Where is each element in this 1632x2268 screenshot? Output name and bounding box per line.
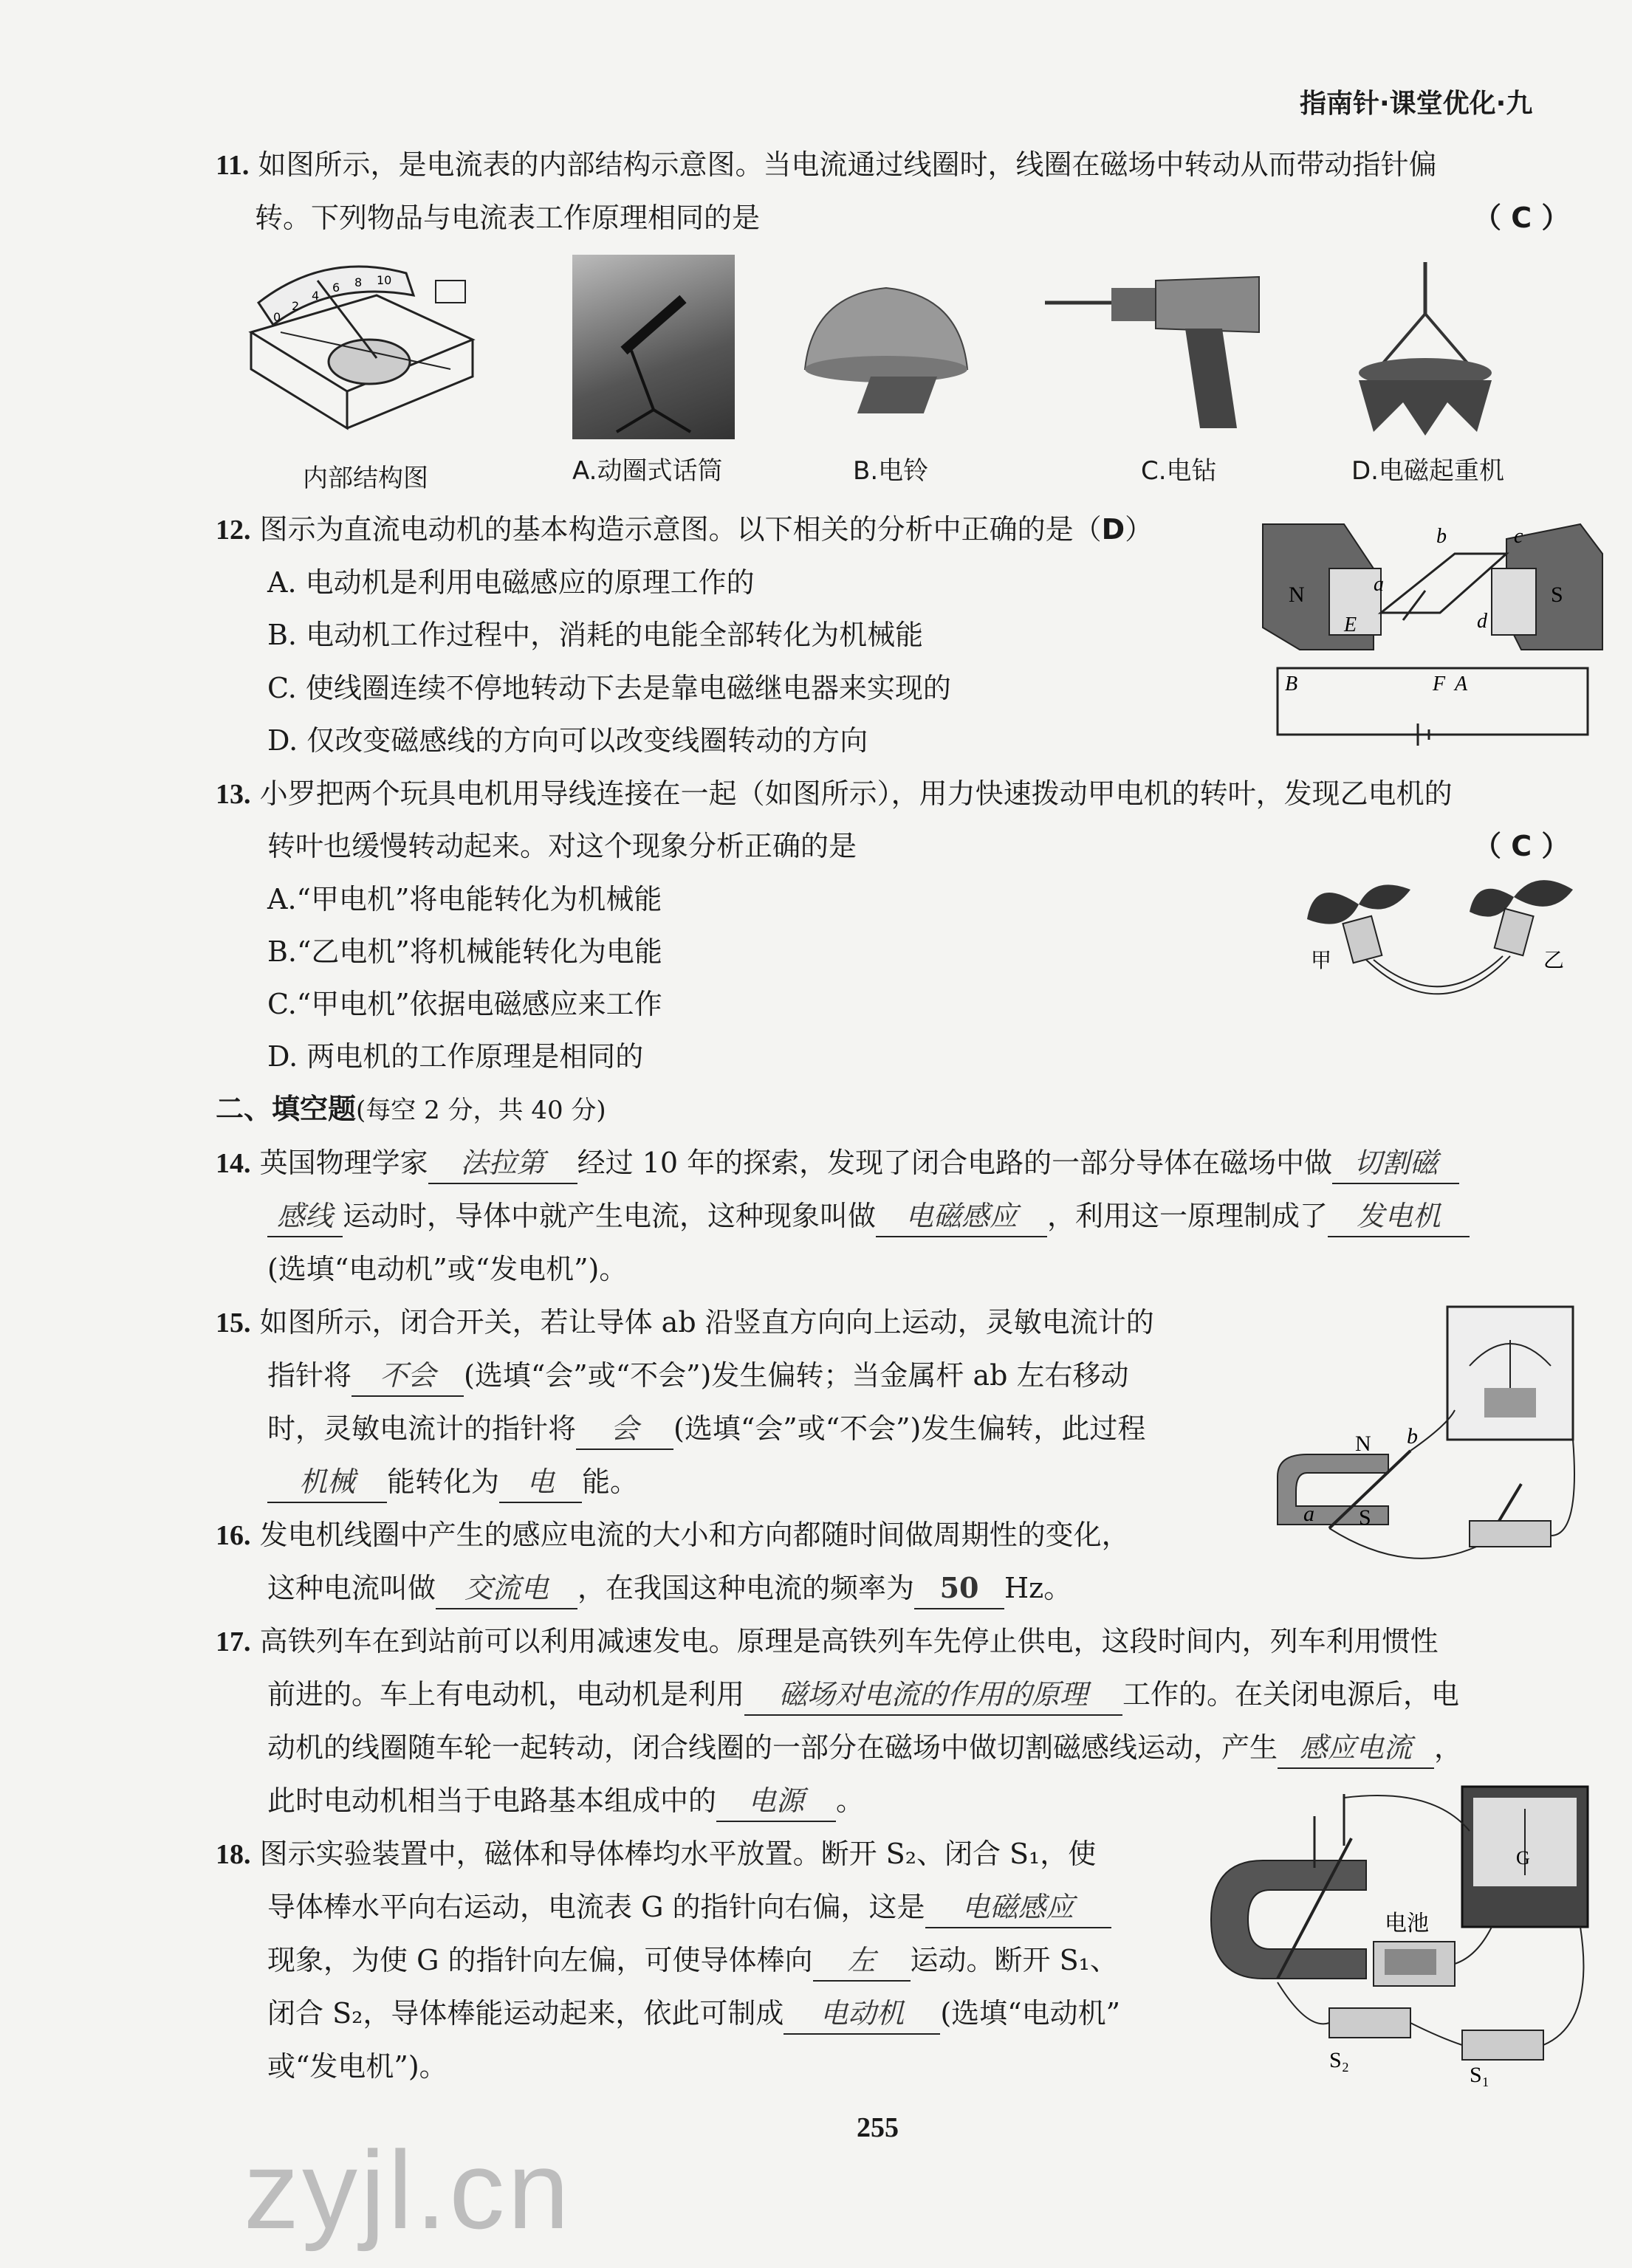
q15-line2	[267, 1355, 1129, 1397]
q18-text-6: (选填“电动机”	[940, 1997, 1121, 2030]
q16-line1	[216, 1515, 1130, 1556]
q14-number: 14.	[216, 1148, 251, 1179]
q15-blank-2[interactable]: 会	[576, 1409, 673, 1450]
q17-line3	[267, 1728, 1462, 1769]
q14-text-5: (选填“电动机”或“发电机”)。	[267, 1253, 628, 1285]
q15-text-3: (选填“会”或“不会”)发生偏转；当金属杆 ab 左右移动	[464, 1359, 1129, 1392]
q13-answer: （ C ）	[1473, 830, 1570, 862]
q16-line2	[267, 1568, 1072, 1609]
electromagnetic-crane-photo	[1344, 255, 1506, 439]
q12-option-a: A. 电动机是利用电磁感应的原理工作的	[267, 566, 755, 599]
experiment-apparatus-figure	[1196, 1772, 1610, 2087]
motor-label-f: F	[1433, 673, 1446, 695]
q13-line1	[216, 774, 1453, 814]
two-motors-figure	[1300, 875, 1580, 1023]
motor-label-s: S	[1551, 583, 1563, 607]
q17-blank-1[interactable]: 磁场对电流的作用的原理	[744, 1674, 1122, 1716]
q17-text-5: ，	[1434, 1731, 1463, 1764]
q16-text-4: Hz。	[1004, 1572, 1072, 1604]
q13-text-2: 转叶也缓慢转动起来。对这个现象分析正确的是	[267, 830, 857, 862]
q17-text-7: 。	[836, 1784, 865, 1817]
q15-line4	[267, 1462, 638, 1503]
q18-blank-3[interactable]: 电动机	[784, 1993, 940, 2035]
q15-blank-1[interactable]: 不会	[352, 1355, 464, 1397]
section-2-heading	[216, 1089, 606, 1130]
q15-text-1: 如图所示，闭合开关，若让导体 ab 沿竖直方向向上运动，灵敏电流计的	[259, 1306, 1154, 1339]
q15-line3	[267, 1409, 1145, 1450]
q11-number: 11.	[216, 150, 250, 181]
motor-label-b-brush: B	[1285, 673, 1298, 695]
q18-text-1: 图示实验装置中，磁体和导体棒均水平放置。断开 S₂、闭合 S₁，使	[259, 1838, 1097, 1870]
q18-text-4: 运动。断开 S₁、	[910, 1944, 1118, 1976]
gauge-tick: 8	[354, 275, 363, 289]
q16-text-1: 发电机线圈中产生的感应电流的大小和方向都随时间做周期性的变化，	[259, 1519, 1130, 1551]
motor-label-d: d	[1477, 610, 1487, 633]
q17-line4	[267, 1781, 864, 1822]
gauge-tick: 4	[312, 289, 320, 303]
q18-text-2: 导体棒水平向右运动，电流表 G 的指针向右偏，这是	[267, 1891, 925, 1923]
microphone-photo	[572, 255, 735, 439]
q12-answer: D	[1101, 513, 1125, 546]
motor-label-a-brush: A	[1455, 673, 1468, 695]
q12-close: ）	[1125, 513, 1153, 546]
q18-line1	[216, 1834, 1096, 1874]
q17-text-2: 前进的。车上有电动机，电动机是利用	[267, 1678, 745, 1711]
q17-text-3: 工作的。在关闭电源后，电	[1122, 1678, 1460, 1711]
q14-blank-4[interactable]: 发电机	[1328, 1196, 1470, 1237]
caption-internal-structure: 内部结构图	[303, 464, 428, 493]
q18-line2	[267, 1887, 1111, 1928]
q16-blank-1[interactable]: 交流电	[436, 1568, 577, 1609]
q15-text-7: 能。	[582, 1465, 639, 1498]
q15-number: 15.	[216, 1307, 251, 1339]
motor-jia-label: 甲	[1311, 948, 1332, 972]
q14-line1	[216, 1143, 1459, 1184]
gauge-tick: 2	[292, 299, 300, 313]
q11-text-2: 转。下列物品与电流表工作原理相同的是	[255, 202, 761, 234]
q15-blank-3[interactable]: 机械	[267, 1462, 387, 1503]
q13-text-1: 小罗把两个玩具电机用导线连接在一起（如图所示），用力快速拨动甲电机的转叶，发现乙电机的	[259, 777, 1453, 810]
q12-stem	[216, 509, 1153, 550]
gauge-tick: 10	[377, 273, 392, 287]
q14-blank-1[interactable]: 法拉第	[428, 1143, 577, 1184]
electric-bell-photo	[798, 273, 975, 421]
q15-line1	[216, 1302, 1154, 1343]
q17-text-4: 动机的线圈随车轮一起转动，闭合线圈的一部分在磁场中做切割磁感线运动，产生	[267, 1731, 1278, 1764]
q17-line1	[216, 1621, 1439, 1662]
motor-label-b: b	[1436, 525, 1447, 548]
q12-option-b: B. 电动机工作过程中，消耗的电能全部转化为机械能	[267, 619, 924, 651]
q15-text-2: 指针将	[267, 1359, 352, 1392]
q18-text-3: 现象，为使 G 的指针向左偏，可使导体棒向	[267, 1944, 813, 1976]
gauge-tick: 6	[332, 281, 340, 295]
q14-blank-3[interactable]: 电磁感应	[876, 1196, 1047, 1237]
motor-label-c: c	[1514, 525, 1523, 548]
q17-number: 17.	[216, 1626, 251, 1657]
q18-line4	[267, 1993, 1120, 2035]
q16-text-2: 这种电流叫做	[267, 1572, 436, 1604]
caption-option-c: C.电钻	[1141, 456, 1217, 486]
q13-option-d: D. 两电机的工作原理是相同的	[267, 1040, 644, 1073]
gauge-tick: 0	[273, 310, 281, 324]
q13-option-c: C.“甲电机”依据电磁感应来工作	[267, 988, 662, 1020]
q18-number: 18.	[216, 1839, 251, 1870]
caption-option-d: D.电磁起重机	[1351, 456, 1504, 486]
section-2-note: (每空 2 分，共 40 分)	[356, 1096, 606, 1125]
q12-option-d: D. 仅改变磁感线的方向可以改变线圈转动的方向	[267, 724, 868, 757]
section-2-title: 二、填空题	[216, 1093, 357, 1125]
watermark: zyjl.cn	[244, 2128, 572, 2252]
q13-option-a: A.“甲电机”将电能转化为机械能	[267, 883, 662, 915]
q17-text-1: 高铁列车在到站前可以利用减速发电。原理是高铁列车先停止供电，这段时间内，列车利用惯性	[259, 1625, 1439, 1657]
running-header: 指南针·课堂优化·九	[1300, 89, 1533, 119]
q16-number: 16.	[216, 1520, 251, 1551]
electric-drill-photo	[1038, 258, 1274, 436]
q18-text-7: 或“发电机”)。	[267, 2050, 448, 2083]
q13-option-b: B.“乙电机”将机械能转化为电能	[267, 935, 662, 968]
q16-text-3: ，在我国这种电流的频率为	[577, 1572, 915, 1604]
q18-line3	[267, 1940, 1118, 1982]
q15-blank-4[interactable]: 电	[499, 1462, 582, 1503]
q14-text-3: 运动时，导体中就产生电流，这种现象叫做	[343, 1200, 877, 1232]
ammeter-structure-figure	[229, 251, 517, 436]
q14-blank-2a[interactable]: 切割磁	[1332, 1143, 1459, 1184]
q15-text-4: 时，灵敏电流计的指针将	[267, 1412, 577, 1445]
galvanometer-circuit-figure	[1263, 1299, 1580, 1550]
q17-line2	[267, 1674, 1459, 1716]
q14-text-2: 经过 10 年的探索，发现了闭合电路的一部分导体在磁场中做	[577, 1147, 1333, 1179]
ammeter-g-label: G	[1516, 1847, 1530, 1869]
caption-option-b: B.电铃	[853, 456, 929, 486]
page-number: 255	[857, 2112, 899, 2143]
switch-s1-label: S₁	[1470, 2063, 1490, 2087]
motor-label-e: E	[1344, 614, 1357, 636]
caption-option-a: A.动圈式话筒	[572, 456, 723, 486]
q12-text: 图示为直流电动机的基本构造示意图。以下相关的分析中正确的是（	[259, 513, 1102, 546]
q11-answer: （ C ）	[1473, 202, 1570, 234]
q14-text-4: ，利用这一原理制成了	[1047, 1200, 1328, 1232]
q14-line2	[267, 1196, 1470, 1237]
rod-label-b: b	[1407, 1424, 1418, 1449]
dc-motor-figure	[1255, 509, 1610, 746]
q18-blank-2[interactable]: 左	[813, 1940, 911, 1982]
q14-text-1: 英国物理学家	[259, 1147, 428, 1179]
q11-line1	[216, 145, 1437, 185]
q14-blank-2b[interactable]: 感线	[267, 1196, 343, 1237]
q17-blank-2[interactable]: 感应电流	[1278, 1728, 1434, 1769]
motor-yi-label: 乙	[1543, 948, 1565, 972]
q13-number: 13.	[216, 779, 251, 810]
rod-label-a: a	[1303, 1502, 1314, 1526]
battery-label: 电池	[1385, 1911, 1429, 1937]
q16-blank-2[interactable]: 50	[914, 1568, 1004, 1609]
motor-label-n: N	[1289, 583, 1305, 607]
q15-text-6: 能转化为	[387, 1465, 500, 1498]
q12-option-c: C. 使线圈连续不停地转动下去是靠电磁继电器来实现的	[267, 672, 951, 704]
motor-label-a: a	[1374, 573, 1384, 596]
magnet-label-n: N	[1355, 1432, 1371, 1456]
q18-text-5: 闭合 S₂，导体棒能运动起来，依此可制成	[267, 1997, 784, 2030]
q17-text-6: 此时电动机相当于电路基本组成中的	[267, 1784, 717, 1817]
q17-blank-3[interactable]: 电源	[716, 1781, 836, 1822]
switch-s2-label: S₂	[1329, 2048, 1350, 2072]
q15-text-5: (选填“会”或“不会”)发生偏转，此过程	[673, 1412, 1146, 1445]
q12-number: 12.	[216, 515, 251, 546]
magnet-label-s: S	[1359, 1505, 1371, 1530]
q11-text-1: 如图所示，是电流表的内部结构示意图。当电流通过线圈时，线圈在磁场中转动从而带动指针偏	[258, 148, 1437, 181]
q18-blank-1[interactable]: 电磁感应	[925, 1887, 1111, 1928]
